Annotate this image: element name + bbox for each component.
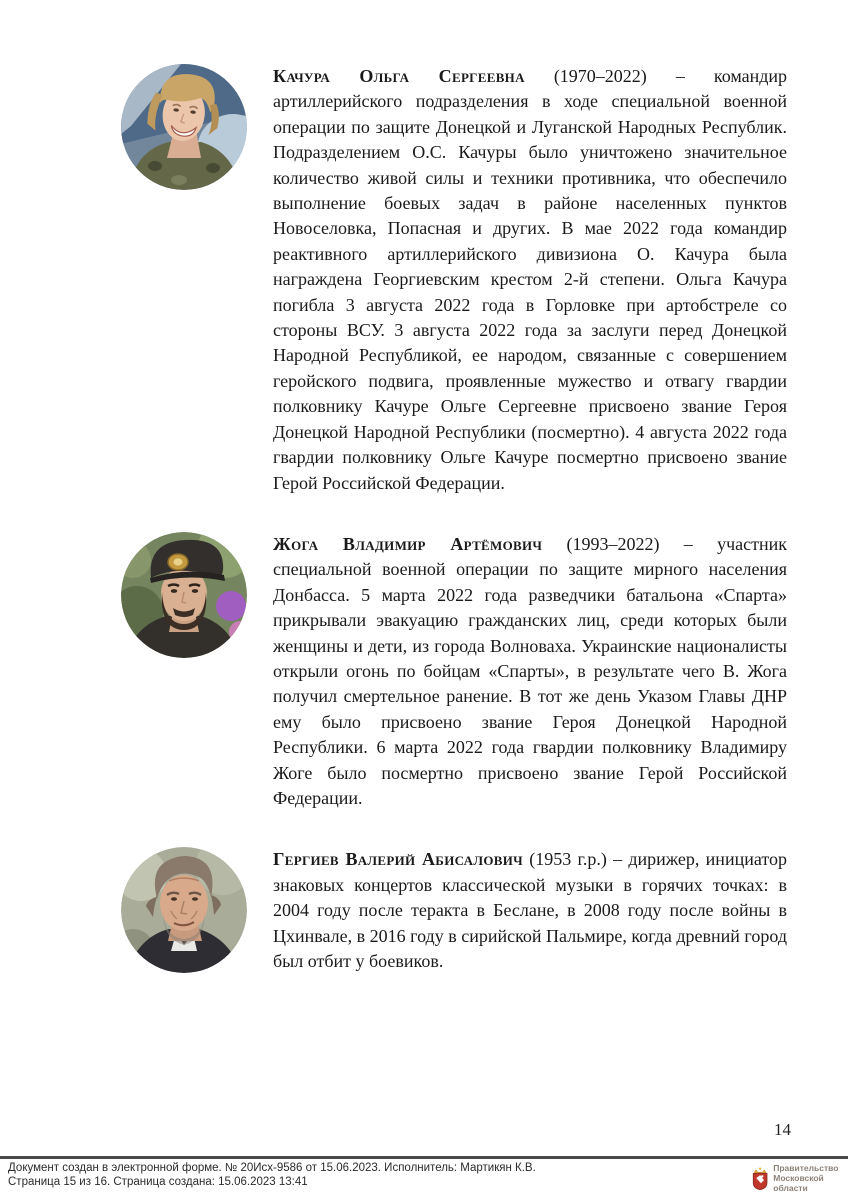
person-dates: (1993–2022) — [566, 533, 660, 554]
bio-text-zhoga — [273, 532, 787, 811]
portrait-valery-gergiev-photo — [121, 847, 247, 973]
person-bio: – дирижер, инициатор знаковых концертов классической музыки в горячих точках: в 2004 году после теракта в Беслане, в 2008 году после войны в Цхинвале, в 2016 году в сирийской Пальмире, когда древний город был отбит у боевиков. — [273, 849, 787, 971]
person-bio: – участник специальной военной операции по защите мирного населения Донбасса. 5 марта 2022 года разведчики батальона «Спарта» прикрывали эвакуацию гражданских лиц, среди которых были женщины и дети, из города Волноваха. Украинские националисты открыли огонь по бойцам «Спарты», в результате чего В. Жога получил смертельное ранение. В тот же день Указом Главы ДНР ему было присвоено звание Героя Донецкой Народной Республики. 6 марта 2022 года гвардии полковнику Владимиру Жоге было посмертно присвоено звание Герой Российской Федерации. — [273, 533, 787, 808]
footer-divider — [0, 1156, 848, 1159]
bio-entry-kachura — [121, 64, 787, 496]
page-number: 14 — [774, 1120, 791, 1139]
moscow-oblast-crest-icon — [752, 1165, 768, 1192]
person-dates: (1970–2022) — [553, 66, 647, 86]
portrait-valery-gergiev-icon — [121, 847, 247, 973]
bio-entry-gergiev — [121, 847, 787, 974]
footer-line2: Страница 15 из 16. Страница создана: 15.06.2023 13:41 — [8, 1175, 308, 1188]
person-dates: (1953 г.р.) — [529, 849, 607, 870]
footer-line1: Документ создан в электронной форме. № 20Исх-9586 от 15.06.2023. Исполнитель: Мартикян К.В. — [8, 1162, 536, 1174]
bio-entry-zhoga — [121, 532, 787, 811]
document-footer-info — [8, 1162, 536, 1189]
government-logo — [752, 1163, 848, 1193]
person-bio: – командир артиллерийского подразделения в ходе специальной военной операции по защите Донецкой и Луганской Народных Республик. Подразделением О.С. Качуры было уничтожено значительное количество живой силы и техники противника, что обеспечило выполнение боевых задач в районе населенных пунктов Новоселовка, Попасная и других. В мае 2022 года командир реактивного артиллерийского дивизиона О. Качура была награждена Георгиевским крестом 2-й степени. Ольга Качура погибла 3 августа 2022 года в Горловке при артобстреле со стороны ВСУ. 3 августа 2022 года за заслуги перед Донецкой Народной Республикой, ее народом, связанные с совершением геройского подвига, проявленные мужество и отвагу гвардии полковнику Качуре Ольге Сергеевне присвоено звание Героя Донецкой Народной Республики (посмертно). 4 августа 2022 года гвардии полковнику Ольге Качуре посмертно присвоено звание Герой Российской Федерации. — [273, 66, 788, 493]
person-name: Гергиев Валерий Абисалович — [273, 849, 523, 870]
portrait-olga-kachura-icon — [121, 64, 247, 190]
portrait-vladimir-zhoga-icon — [121, 532, 247, 658]
person-name: Качура Ольга Сергеевна — [273, 66, 525, 86]
government-logo-text — [773, 1163, 848, 1193]
logo-text-line1: Правительство — [773, 1163, 839, 1173]
bio-text-kachura — [273, 64, 787, 496]
biography-entries — [121, 64, 787, 974]
person-name: Жога Владимир Артёмович — [273, 533, 543, 554]
portrait-olga-kachura-photo — [121, 64, 247, 190]
logo-text-line2: Московской области — [773, 1173, 824, 1193]
bio-text-gergiev — [273, 847, 787, 974]
portrait-vladimir-zhoga-photo — [121, 532, 247, 658]
